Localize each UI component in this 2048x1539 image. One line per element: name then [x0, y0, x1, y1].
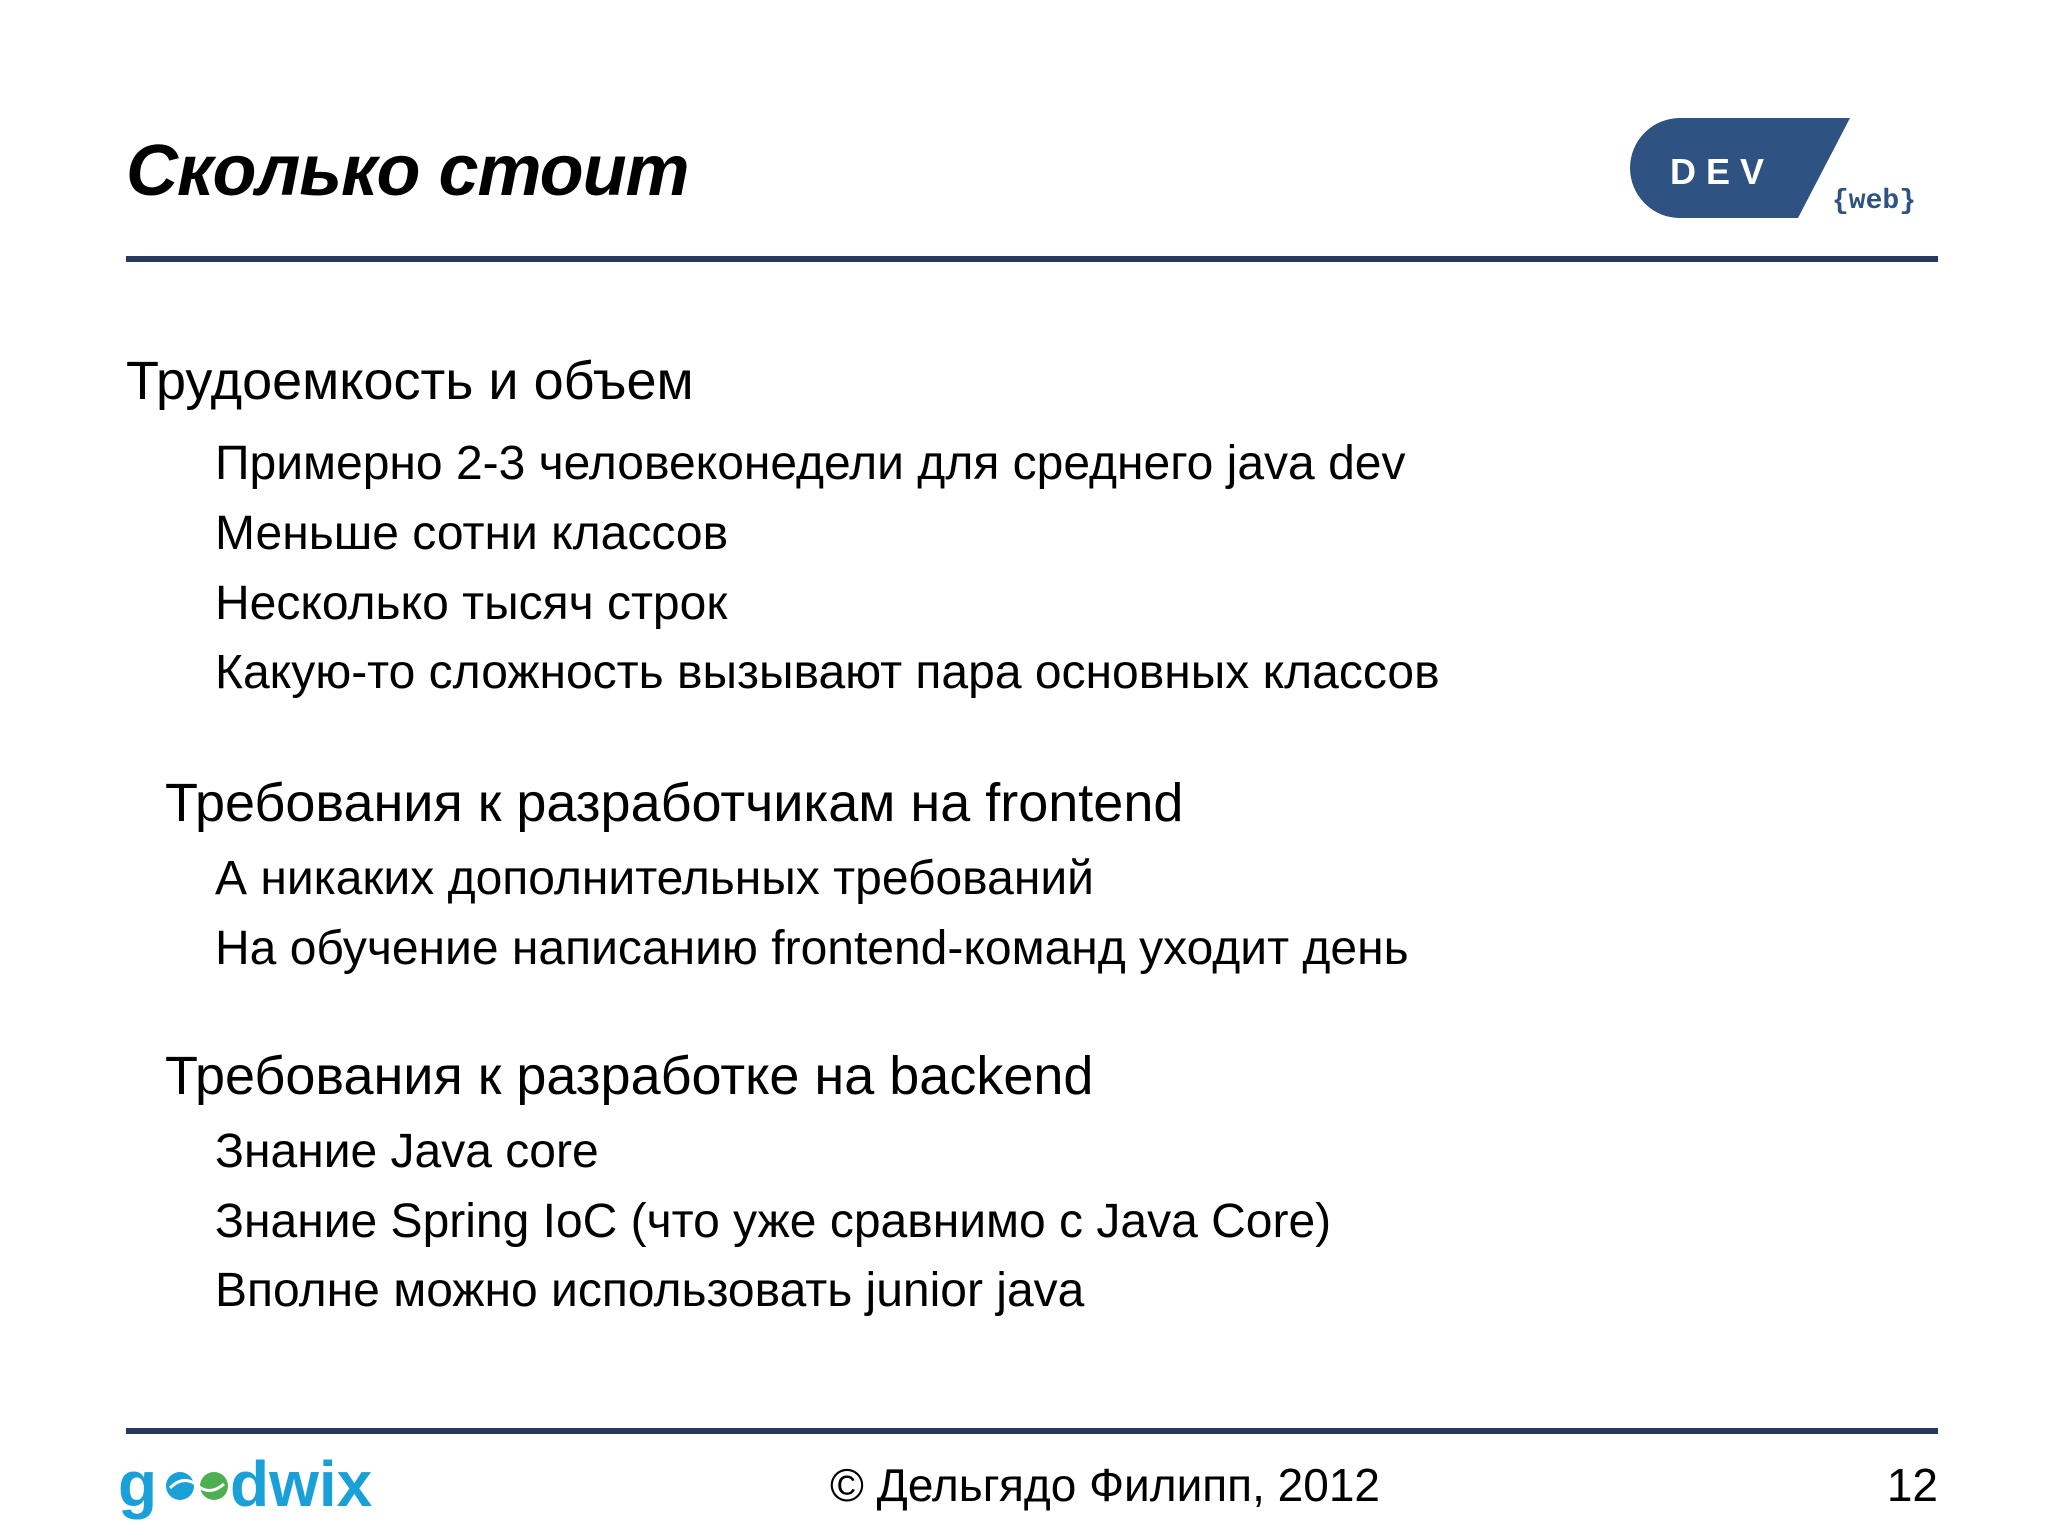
goodwix-logo	[118, 1444, 438, 1534]
bullet-item: Меньше сотни классов	[215, 507, 729, 560]
section-heading-1: Трудоемкость и объем	[126, 351, 694, 411]
slide-title: Сколько стоит	[126, 131, 689, 211]
header-divider	[126, 256, 1938, 262]
page-number: 12	[1886, 1459, 1938, 1511]
bullet-item: Вполне можно использовать junior java	[215, 1264, 1085, 1317]
dev-logo-sub: {web}	[1832, 186, 1917, 217]
bullet-item: Знание Spring IoC (что уже сравнимо с Java Core)	[215, 1195, 1332, 1248]
section-heading-2: Требования к разработчикам на frontend	[165, 773, 1184, 833]
svg-text:dwix: dwix	[230, 1448, 373, 1520]
dev-logo-text: D E V	[1670, 151, 1765, 192]
dev-web-logo	[1620, 112, 1940, 232]
bullet-item: На обучение написанию frontend-команд уходит день	[215, 922, 1409, 975]
bullet-item: А никаких дополнительных требований	[215, 852, 1094, 905]
svg-text:g: g	[118, 1448, 158, 1520]
bullet-item: Несколько тысяч строк	[215, 577, 728, 630]
section-heading-3: Требования к разработке на backend	[165, 1046, 1094, 1106]
bullet-item: Примерно 2-3 человеконедели для среднего java dev	[215, 437, 1406, 490]
bullet-item: Знание Java core	[215, 1125, 599, 1178]
copyright-text: © Дельгядо Филипп, 2012	[830, 1459, 1380, 1511]
bullet-item: Какую-то сложность вызывают пара основных классов	[215, 646, 1440, 699]
footer-divider	[126, 1428, 1938, 1434]
